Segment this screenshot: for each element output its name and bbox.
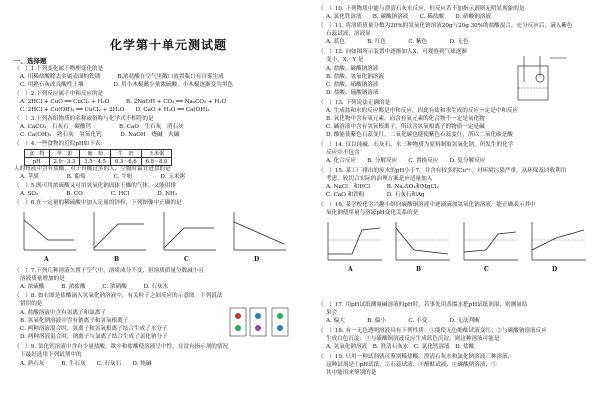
q13-option-c: C. 碱溶液中含有氢氧根离子，所以含氢氧根离子的物质一定是碱 xyxy=(326,124,485,130)
q4-stem: （ ）4.一些食物的近似pH如下表： xyxy=(14,141,107,147)
table-row xyxy=(25,158,172,166)
table-cell: 葡 萄 xyxy=(80,150,111,158)
q9-stem-cont: 下最好选用下列试剂中的 xyxy=(20,352,82,358)
table-cell: 食 物 xyxy=(25,150,50,158)
q3-options-cd: C. Ca(OH)₂ 熟石灰 氢氧化钙 D. NaOH 烧碱 火碱 xyxy=(20,132,180,138)
q8-option-c: C. 两种溶液混合时，氢离子和氢氧根离子结合生成了水分子 xyxy=(20,326,168,332)
q6-graph-d xyxy=(228,210,288,254)
q9-options: A. 熟石灰 B. 生石灰 C. 石灰石 D. 纯碱 xyxy=(20,361,152,367)
q13-option-a: A. 生成盐和水的反应都是中和反应，因此有盐和水生成的反应一定是中和反应 xyxy=(326,108,519,114)
q19-stem-cont: 这种试剂是①pH试纸、②石蕊试液、③酚酞试液、④碳酸钠溶液、⑤ xyxy=(326,362,497,368)
q9-stem: （ ）9. 氯化钙溶液中含有少量盐酸，欲中和盐酸使溶液呈中性，在没有指示剂的情况 xyxy=(14,344,229,350)
q16-graph-a xyxy=(322,220,384,264)
q4-question: 人的胃液中含有盐酸，对于胃酸过多的人，空腹时最宜进食的是 xyxy=(14,166,171,172)
q11-options: A. 蓝色 B. 红色 C. 紫色 D. 无色 xyxy=(326,39,469,45)
table-cell: pH xyxy=(25,158,50,166)
graph-label-b: B xyxy=(114,256,120,263)
q15-options-cd: C. CaO 和铁粉 D. 石灰石和Ag xyxy=(326,192,425,198)
table-cell: 玉米粥 xyxy=(141,150,172,158)
table-cell: 苹 果 xyxy=(49,150,80,158)
table-cell: 牛 奶 xyxy=(110,150,141,158)
q18-stem-cont: 生成白色沉淀；③与硫酸铜溶液反应生成蓝色沉淀，则这种溶液可能是 xyxy=(326,336,500,342)
q13-option-b: B. 氧化物中含有氧元素，而含有氧元素的化合物不一定是氧化物 xyxy=(326,116,485,122)
q1-options-cd: C. 用熟石灰改良酸性土壤 D. 用小木棍蘸少量浓硫酸，小木棍逐渐变为黑色 xyxy=(20,82,234,88)
q8-option-b: B. 氢氧化钠溶液中含有钠离子和氢氧根离子 xyxy=(20,318,129,324)
graph2-label-a: A xyxy=(348,266,353,273)
q1-options-ab: A. 用稀盐酸除去金属表面的铁锈 B.浓盐酸在空气里敞口放置瓶口有白雾生成 xyxy=(20,74,224,80)
q15-options-ab: A. NaCl 和HCl B. Na₂SO₄和MgCl₂ xyxy=(326,184,439,190)
q3-stem: （ ）3.下列各组物质的名称或俗称与化学式不相符的是 xyxy=(14,116,154,122)
q10-options: A. 氯化铁溶液 B. 碳酸钠溶液 C. 稀盐酸 D. 硝酸钠溶液 xyxy=(326,14,491,20)
q2-options-cd: C. 2HCl + Cu(OH)₂ ══ CuCl₂ + 2H₂O D. CaO + H₂O ══ Ca(OH)₂ xyxy=(20,107,210,113)
q7-stem: （ ）7.下列几种溶液久置于空气中，溶质成分不变，但溶质质量分数减小且 xyxy=(14,268,204,274)
graph-label-c: C xyxy=(184,256,189,263)
q13-stem: （ ）13. 下列说法正确的是 xyxy=(318,100,391,106)
table-cell: 6.8～8.0 xyxy=(141,158,172,166)
table-row xyxy=(25,150,172,158)
q6-graph-b xyxy=(88,210,148,254)
q17-options: A. 偏大 B. 偏小 C. 不变 D. 无法判断 xyxy=(326,318,480,324)
q4-options: A. 苹果 B. 葡萄 C. 牛奶 D. 玉米粥 xyxy=(20,174,185,180)
q7-options: A. 浓硫酸 B. 浓盐酸 C. 浓硝酸 D. 石灰水 xyxy=(20,284,169,290)
q12-stem: （ ）12. 向如图所示装置中逐渐加入X，可观察到气球逐渐 xyxy=(318,49,467,55)
q16-graph-d xyxy=(526,220,588,264)
q6-graph-a xyxy=(18,210,78,254)
q16-graph-b xyxy=(390,220,452,264)
q17-stem: （ ）17. 用pH试纸测量碱溶液的pH时，若事先用蒸馏水把pH试纸润湿，则测量结 xyxy=(318,302,528,308)
q1-stem: （ ）1.下列变化属于物理变化的是 xyxy=(14,66,104,72)
q15-stem: （ ）15. 某工厂排出的废水的pH小于7，并含有较多的Cu²⁺，对环境污染严重。从环保及回收利用 xyxy=(318,168,567,174)
q18-options: A. 氢氧化钠溶液 B. 澄清石灰水 C. 氯化钙溶液 D. 盐酸 xyxy=(326,344,475,350)
graph-label-a: A xyxy=(44,256,49,263)
q16-stem-cont: 氧化钠使用量与溶液pH变化关系的是 xyxy=(326,210,419,216)
graph-label-d: D xyxy=(254,256,260,263)
q5-options: A. SO₂ B. CO C. HCl D. NH₃ xyxy=(20,191,178,197)
q18-stem: （ ）18. 有一无色透明溶液具有下列性质：①能使无色酚酞试液变红；②与碳酸钠溶液反应 xyxy=(318,328,547,334)
ph-table xyxy=(24,149,172,166)
page-title: 化学第十单元测试题 xyxy=(110,38,228,52)
q8-stem-cont: 错误的是 xyxy=(20,301,43,307)
q8-stem: （ ）8. 如右图是盐酸滴入氢氧化钠溶液中，有关粒子之间反应的示意图。下列说法 xyxy=(14,293,223,299)
apparatus-diagram xyxy=(510,52,570,102)
q12-option-c: C. 盐酸、硝酸钠溶液 xyxy=(326,82,379,88)
q2-options-ab: A. 2HCl + CuO ══ CuCl₂ + H₂O B. 2NaOH + CO₂ ══ Na₂CO₃ + H₂O xyxy=(20,99,227,105)
table-cell: 2.9～3.3 xyxy=(49,158,80,166)
q13-option-d: D. 酸能使紫色石蕊变红，二氧化碳也能使紫色石蕊变红，所以二氧化碳是酸 xyxy=(326,132,513,138)
q14-stem-cont: 反应中不包含 xyxy=(326,150,360,156)
q17-stem-cont: 果会 xyxy=(326,310,338,316)
q8-option-d: D. 两种溶液混合时，钠离子与氯离子结合生成了氯化钠分子 xyxy=(20,334,168,340)
particle-diagram xyxy=(228,306,290,340)
q11-stem: （ ）11. 将溶质质量分数为20%的氢氧化钠溶液20g与20g 30%的盐酸混合，充分反应后，滴入紫色 xyxy=(318,23,573,29)
q12-option-b: B. 盐酸、氢氧化钠溶液 xyxy=(326,74,385,80)
q11-stem-cont: 石蕊试液，溶液显 xyxy=(326,31,371,37)
q8-option-a: A. 盐酸溶液中含有氢离子和氯离子 xyxy=(20,310,106,316)
q7-stem-cont: 溶液质量增加的是 xyxy=(20,276,65,282)
q12-stem-cont: 变小，X、Y 是 xyxy=(326,57,364,63)
q3-options-ab: A. CaCO₃ 石灰石 碳酸钙 B. CaO 生石灰 消石灰 xyxy=(20,124,184,130)
q14-stem: （ ）14. 仅以纯碱、石灰石、水三种物质为原料制取氢氧化钠，所发生的化学 xyxy=(318,142,514,148)
section-heading: 一、选择题 xyxy=(14,57,47,65)
q14-options: A. 化合反应 B. 分解反应 C. 置换反应 D. 复分解反应 xyxy=(326,158,486,164)
q19-stem: （ ）19. 只用一种试剂就可鉴别稀盐酸、澄清石灰水和氯化钠溶液三种溶液， xyxy=(318,354,514,360)
q10-stem: （ ）10. 下列物质中能与澄清石灰水反应，但反应若不加指示剂则无明显现象的是 xyxy=(318,6,525,12)
q2-stem: （ ）2.下列反应属于中和反应的是 xyxy=(14,91,104,97)
q12-option-a: A. 盐酸、碳酸钠溶液 xyxy=(326,66,379,72)
q15-stem-cont: 考虑，较切合实际的治理方案是应适量加入 xyxy=(326,176,433,182)
q5-stem: （ ）5.既可用浓硫酸又可用氢氧化钠固体干燥的气体，又能用排 xyxy=(14,183,176,189)
q19-stem-cont2: 其中能用来鉴别的是 xyxy=(326,370,377,376)
graph2-label-d: D xyxy=(552,266,558,273)
table-cell: 3.5～4.5 xyxy=(80,158,111,166)
graph2-label-b: B xyxy=(416,266,422,273)
q16-graph-c xyxy=(458,220,520,264)
q12-option-d: D. 盐酸、硫酸钠溶液 xyxy=(326,90,379,96)
q16-stem: （ ）16. 某学校化学兴趣小组向硫酸铜溶液中逐滴滴加氢氧化钠溶液，能正确表示其中 xyxy=(318,202,536,208)
graph2-label-c: C xyxy=(484,266,489,273)
q6-graph-c xyxy=(158,210,218,254)
q6-stem: （ ）6.在一定量的稀硫酸中加入足量的锌粒，下列图像中正确的是 xyxy=(14,200,182,206)
table-cell: 6.3～6.6 xyxy=(110,158,141,166)
